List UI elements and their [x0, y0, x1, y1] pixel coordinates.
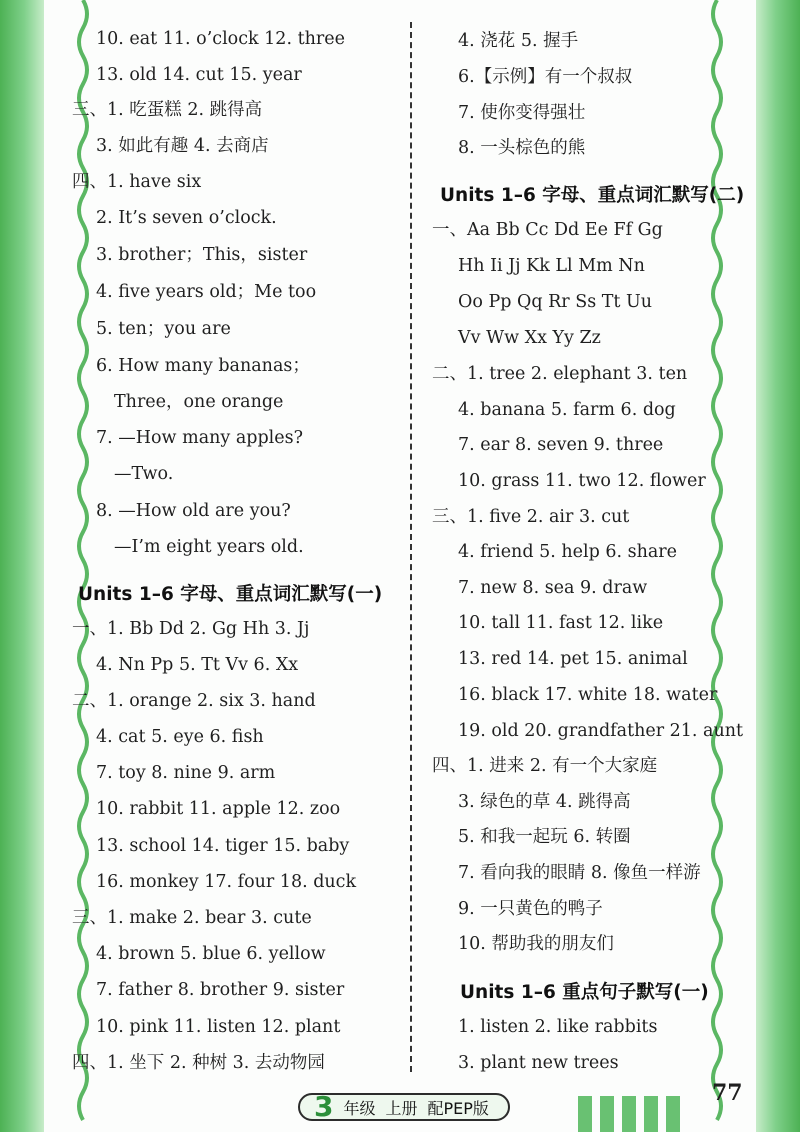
answer-line: 10. tall 11. fast 12. like [458, 613, 664, 633]
answer-line: 5. 和我一起玩 6. 转圈 [458, 827, 631, 847]
answer-line: 3. plant new trees [458, 1053, 619, 1073]
right-green-border [756, 0, 800, 1132]
answer-line: Oo Pp Qq Rr Ss Tt Uu [458, 292, 653, 312]
answer-line: 3. 绿色的草 4. 跳得高 [458, 792, 631, 812]
column-divider [410, 22, 412, 1072]
answer-line: 6.【示例】有一个叔叔 [458, 67, 633, 87]
answer-line: 3. 如此有趣 4. 去商店 [96, 136, 269, 156]
answer-line: 7. father 8. brother 9. sister [96, 980, 345, 1000]
wavy-border-left [74, 0, 92, 1132]
answer-line: 5. ten；you are [96, 319, 231, 339]
section-line: 二、1. orange 2. six 3. hand [72, 691, 316, 711]
section-line: 四、1. 进来 2. 有一个大家庭 [432, 756, 658, 776]
answer-line: 7. new 8. sea 9. draw [458, 578, 648, 598]
answer-line: 7. ear 8. seven 9. three [458, 435, 664, 455]
answer-line: 4. 浇花 5. 握手 [458, 31, 579, 51]
section-line: 三、1. five 2. air 3. cut [432, 507, 630, 527]
answer-line: Vv Ww Xx Yy Zz [458, 328, 601, 348]
answer-line: 16. black 17. white 18. water [458, 685, 718, 705]
answer-line: 1. listen 2. like rabbits [458, 1017, 658, 1037]
section-line: 一、Aa Bb Cc Dd Ee Ff Gg [432, 220, 663, 240]
answer-line: 9. 一只黄色的鸭子 [458, 899, 603, 919]
answer-line: 10. pink 11. listen 12. plant [96, 1017, 341, 1037]
answer-line: 4. five years old；Me too [96, 282, 317, 302]
footer-stripes [570, 1096, 680, 1132]
wavy-border-right [708, 0, 726, 1132]
answer-line: 10. grass 11. two 12. flower [458, 471, 706, 491]
answer-line: 10. eat 11. o’clock 12. three [96, 29, 345, 49]
grade-number: 3 [314, 1090, 334, 1123]
section-line: 四、1. have six [72, 172, 202, 192]
answer-line: 13. old 14. cut 15. year [96, 65, 302, 85]
answer-line: 4. friend 5. help 6. share [458, 542, 678, 562]
answer-line: 4. cat 5. eye 6. fish [96, 727, 264, 747]
answer-line: 7. 使你变得强壮 [458, 103, 586, 123]
section-line: 一、1. Bb Dd 2. Gg Hh 3. Jj [72, 619, 310, 639]
section-heading: Units 1–6 字母、重点词汇默写(二) [440, 185, 745, 206]
answer-line: 19. old 20. grandfather 21. aunt [458, 721, 744, 741]
grade-label: 年级 [343, 1098, 376, 1118]
answer-line: 7. toy 8. nine 9. arm [96, 763, 276, 783]
section-line: 四、1. 坐下 2. 种树 3. 去动物园 [72, 1053, 325, 1073]
answer-line: Hh Ii Jj Kk Ll Mm Nn [458, 256, 645, 276]
answer-line: 4. brown 5. blue 6. yellow [96, 944, 326, 964]
section-line: 三、1. make 2. bear 3. cute [72, 908, 312, 928]
answer-line: 10. rabbit 11. apple 12. zoo [96, 799, 341, 819]
answer-line: 8. —How old are you? [96, 501, 291, 521]
edition-label: 配PEP版 [427, 1098, 489, 1118]
page-number: 77 [712, 1080, 743, 1106]
answer-line: 3. brother；This，sister [96, 245, 308, 265]
answer-line: 8. 一头棕色的熊 [458, 138, 586, 158]
volume-label: 上册 [385, 1098, 418, 1118]
left-green-border [0, 0, 44, 1132]
answer-line: 4. Nn Pp 5. Tt Vv 6. Xx [96, 655, 299, 675]
section-heading: Units 1–6 重点句子默写(一) [460, 982, 709, 1003]
book-info-badge [298, 1090, 510, 1123]
answer-line: 7. —How many apples? [96, 428, 304, 448]
answer-line: Three，one orange [114, 392, 284, 412]
answer-line: 13. school 14. tiger 15. baby [96, 836, 350, 856]
section-line: 二、1. tree 2. elephant 3. ten [432, 364, 688, 384]
answer-line: 2. It’s seven o’clock. [96, 208, 277, 228]
answer-line: 16. monkey 17. four 18. duck [96, 872, 357, 892]
answer-line: —I’m eight years old. [114, 537, 304, 557]
answer-line: 4. banana 5. farm 6. dog [458, 400, 676, 420]
answer-line: 13. red 14. pet 15. animal [458, 649, 688, 669]
answer-line: 7. 看向我的眼睛 8. 像鱼一样游 [458, 863, 701, 883]
section-line: 三、1. 吃蛋糕 2. 跳得高 [72, 100, 263, 120]
section-heading: Units 1–6 字母、重点词汇默写(一) [78, 584, 383, 605]
answer-line: 10. 帮助我的朋友们 [458, 934, 614, 954]
answer-line: 6. How many bananas； [96, 356, 310, 376]
answer-line: —Two. [114, 464, 174, 484]
